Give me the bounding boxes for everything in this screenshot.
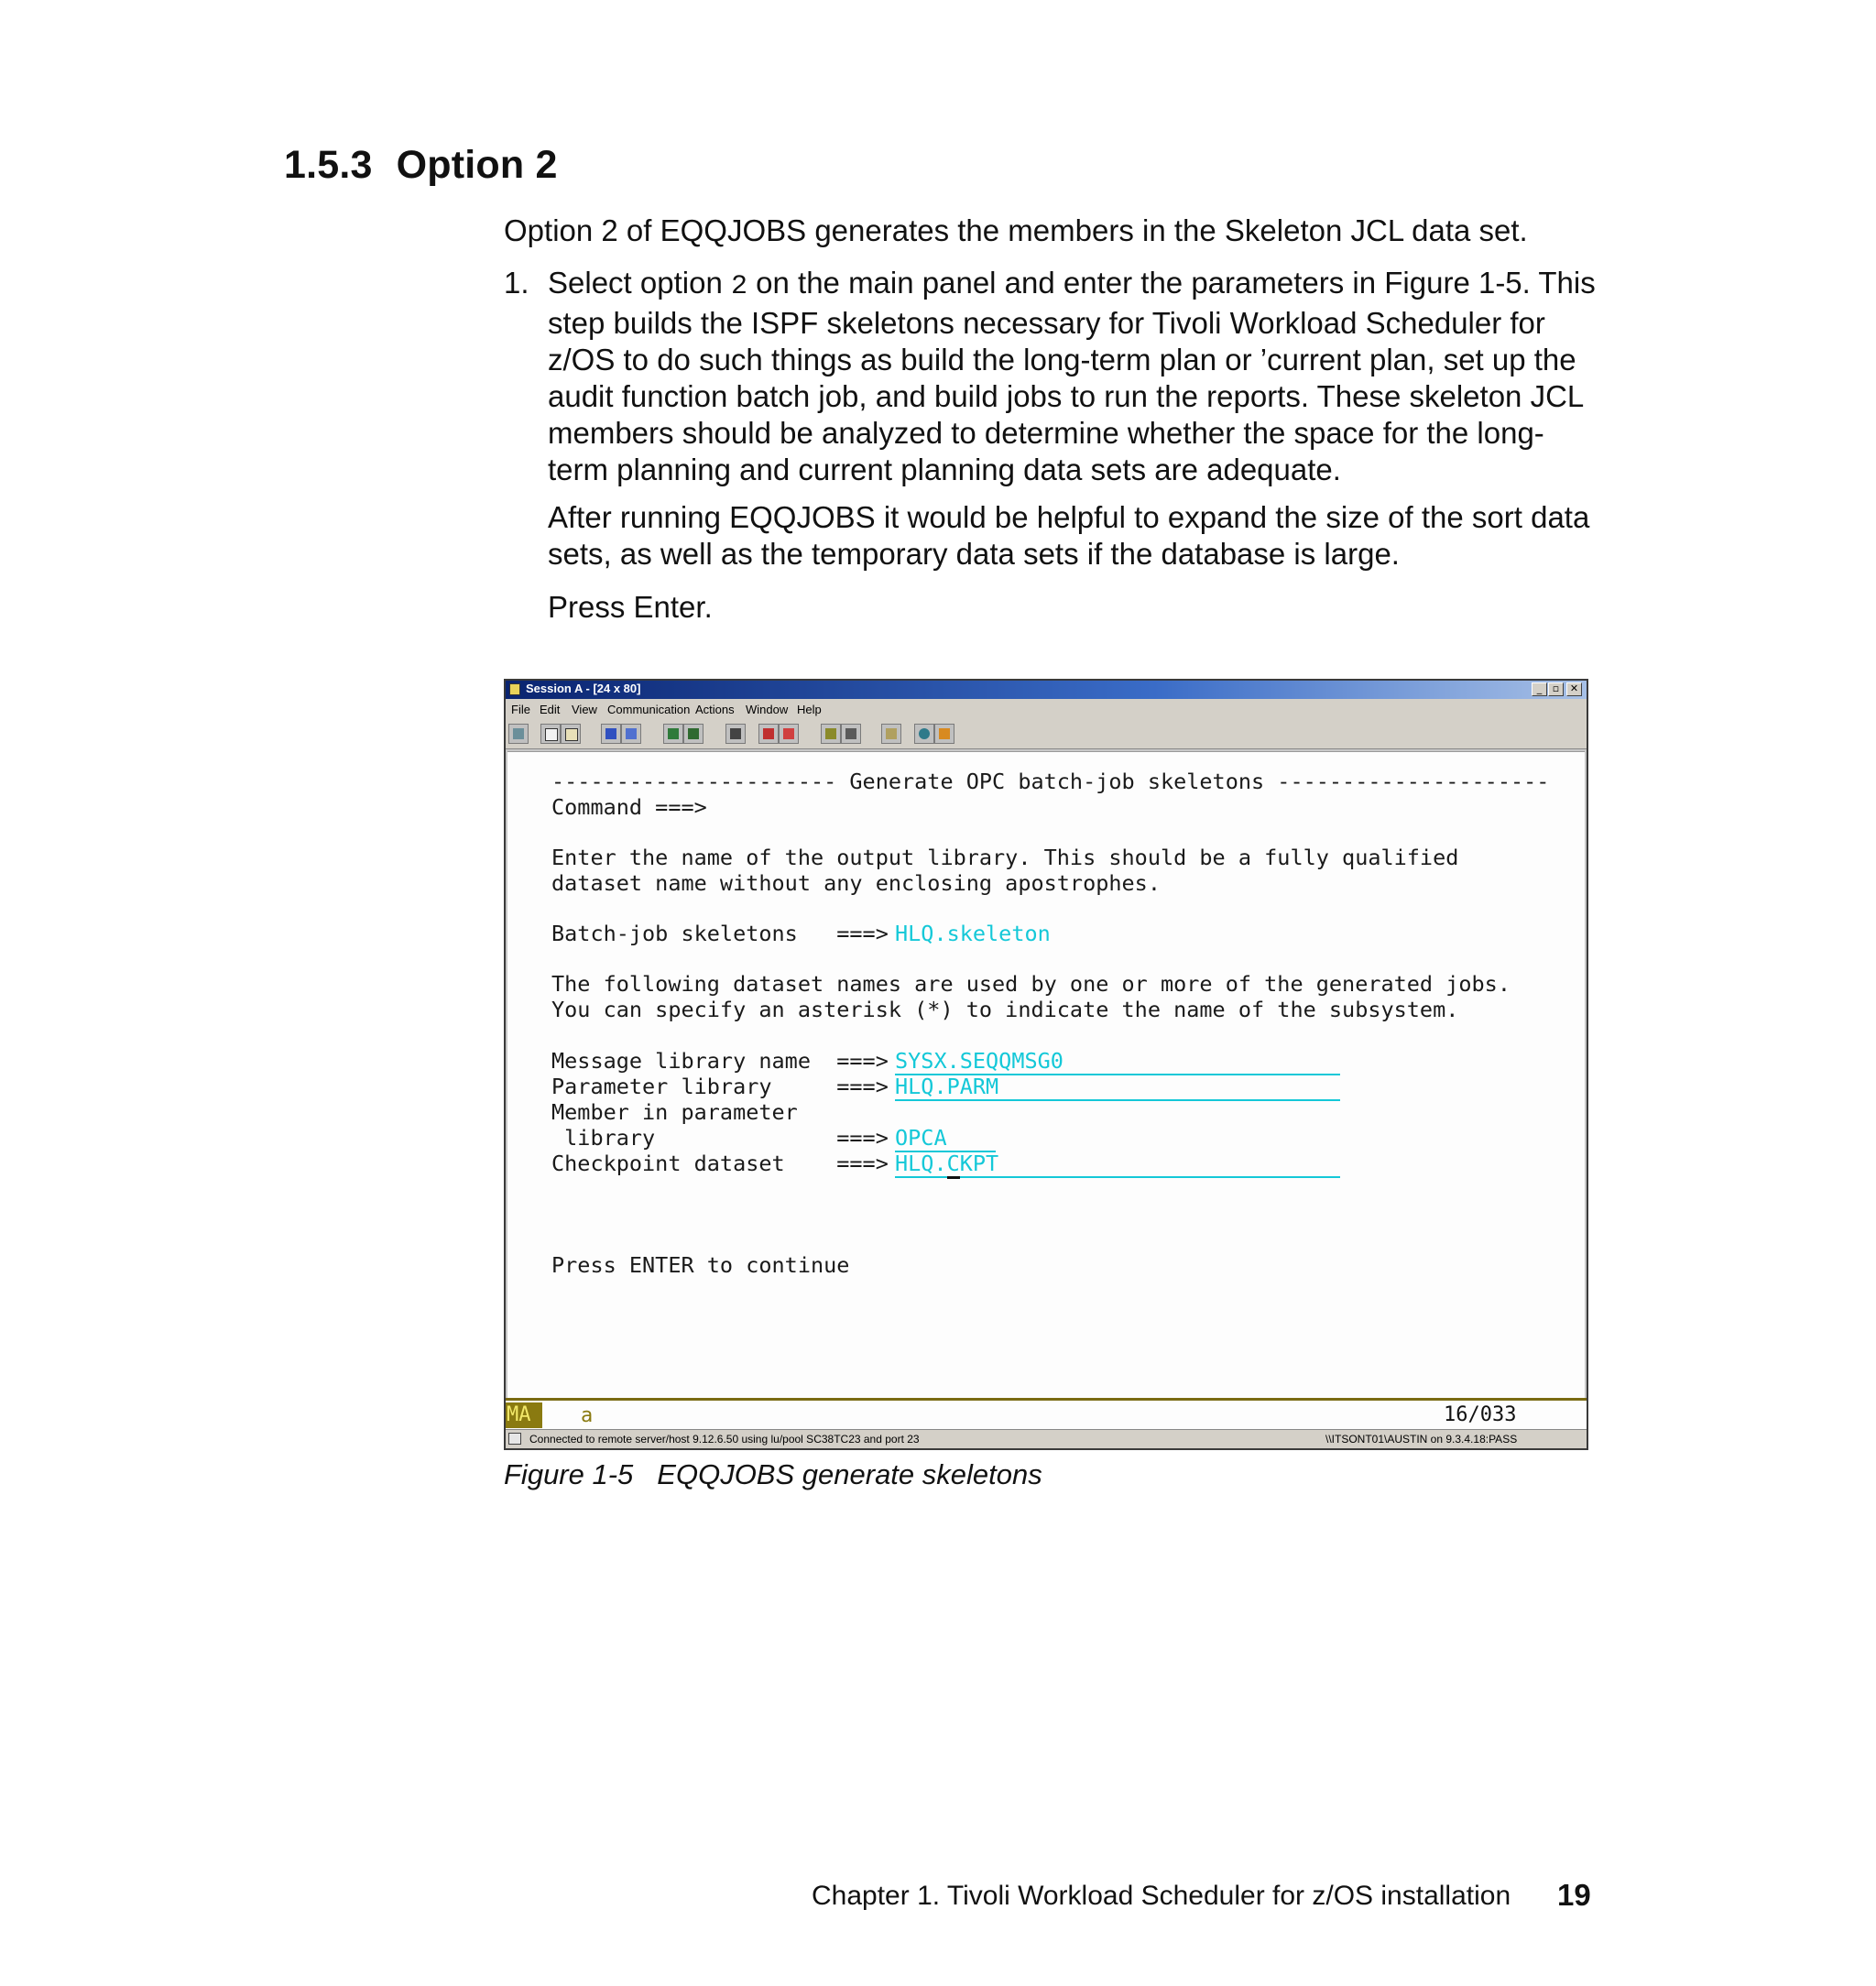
menu-edit[interactable]: Edit [540,703,561,716]
macro-edit-icon[interactable] [821,724,841,744]
message-library-input[interactable]: SYSX.SEQQMSG0 [895,1048,1063,1074]
panel-header: ---------------------- Generate OPC batch-job skeletons --------------------- [551,769,1550,794]
checkpoint-label: Checkpoint dataset ===> [551,1151,889,1176]
section-number: 1.5.3 [284,143,373,187]
section-title: Option 2 [396,143,558,187]
macro-run-icon[interactable] [841,724,861,744]
workstation-status: \\ITSONT01\AUSTIN on 9.3.4.18:PASS [1325,1433,1518,1446]
menu-help[interactable]: Help [797,703,822,716]
restore-button[interactable]: ▫ [1548,682,1564,696]
checkpoint-input[interactable]: HLQ.CKPT [895,1151,999,1176]
status-bar [506,1429,1587,1448]
terminal-screen[interactable] [507,751,1585,1399]
figure-title: EQQJOBS generate skeletons [657,1458,1042,1490]
press-enter-paragraph: Press Enter. [548,590,713,624]
figure-label: Figure 1-5 [504,1458,634,1490]
figure-caption [504,1458,1042,1491]
info-line-1: The following dataset names are used by one or more of the generated jobs. [551,971,1511,997]
member-label-line-1: Member in parameter [551,1099,798,1125]
connection-icon [508,1433,521,1445]
step-1-text-rest: on the main panel and enter the parameters in Figure 1-5. This step builds the ISPF skeletons necessary for Tivoli Workload Scheduler for z/OS to do such things as build the long-term plan or ’current plan, set up the audit function batch job, and build jobs to run the reports. These skeleton JCL members should be analyzed to determine whether the space for the long-term planning and current planning data sets are adequate. [548,266,1596,486]
step-1-text-start: Select option [548,266,731,300]
menu-actions[interactable]: Actions [695,703,735,716]
chapter-footer: Chapter 1. Tivoli Workload Scheduler for z/OS installation [812,1881,1511,1911]
page-number: 19 [1557,1878,1591,1912]
record-icon[interactable] [725,724,746,744]
command-prompt: Command ===> [551,794,707,820]
copy-icon[interactable] [540,724,561,744]
session-icon [509,683,520,695]
cursor-position: 16/033 [1444,1403,1517,1426]
emulator-window [504,679,1588,1450]
press-enter-prompt: Press ENTER to continue [551,1252,850,1278]
keypad-icon[interactable] [683,724,704,744]
member-input[interactable]: OPCA [895,1125,947,1151]
close-button[interactable]: ✕ [1566,682,1582,696]
after-paragraph: After running EQQJOBS it would be helpful to expand the size of the sort data sets, as well as the temporary data sets if the database is large. [548,500,1590,571]
checkpoint-field-line [895,1176,1340,1178]
parameter-library-label: Parameter library ===> [551,1074,889,1099]
display-icon[interactable] [663,724,683,744]
parameter-library-field-line [895,1099,1340,1101]
member-label-line-2: library ===> [551,1125,889,1151]
connection-status: Connected to remote server/host 9.12.6.50 using lu/pool SC38TC23 and port 23 [529,1433,920,1446]
info-line-2: You can specify an asterisk (*) to indicate the name of the subsystem. [551,997,1459,1022]
menu-window[interactable]: Window [746,703,789,716]
print-screen-icon[interactable] [508,724,529,744]
message-library-label: Message library name ===> [551,1048,889,1074]
operator-info-area [506,1398,1587,1429]
tag-icon[interactable] [934,724,954,744]
menu-communication[interactable]: Communication [607,703,691,716]
text-cursor [947,1176,960,1179]
minimize-button[interactable]: _ [1532,682,1547,696]
skeletons-label: Batch-job skeletons ===> [551,921,889,946]
stop-macro-icon[interactable] [779,724,799,744]
clipboard-icon[interactable] [881,724,901,744]
play-macro-icon[interactable] [758,724,779,744]
title-bar [506,681,1587,699]
globe-icon[interactable] [914,724,934,744]
parameter-library-input[interactable]: HLQ.PARM [895,1074,999,1099]
instruction-line-1: Enter the name of the output library. This should be a fully qualified [551,845,1459,870]
oia-mode-indicator: MA [506,1402,542,1428]
menu-view[interactable]: View [572,703,597,716]
option-code: 2 [730,271,747,302]
step-1-text [548,265,1601,488]
section-heading [284,143,558,188]
menu-file[interactable]: File [511,703,530,716]
intro-paragraph: Option 2 of EQQJOBS generates the members in the Skeleton JCL data set. [504,213,1528,247]
step-number: 1. [504,266,529,300]
receive-icon[interactable] [621,724,641,744]
oia-session-indicator: a [581,1404,594,1427]
toolbar [506,720,1587,749]
paste-icon[interactable] [561,724,581,744]
send-icon[interactable] [601,724,621,744]
instruction-line-2: dataset name without any enclosing apostrophes. [551,870,1161,896]
window-title: Session A - [24 x 80] [526,682,641,695]
skeletons-input[interactable]: HLQ.skeleton [895,921,1051,946]
menu-bar [506,699,1587,720]
